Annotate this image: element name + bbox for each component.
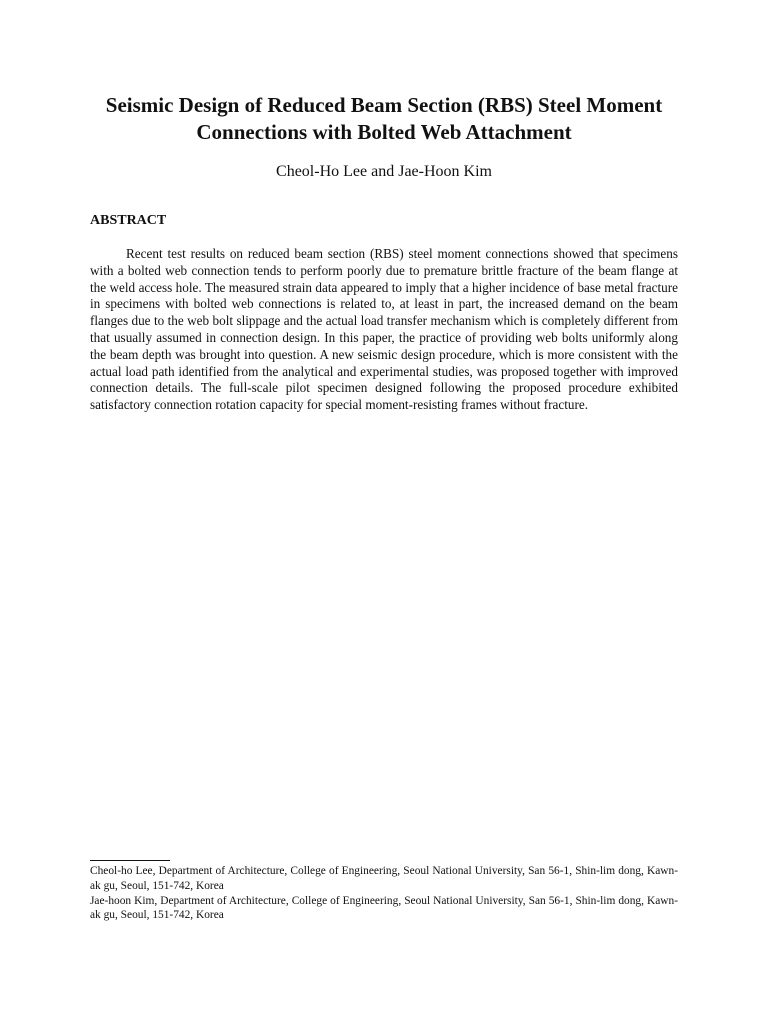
footnote-divider: [90, 860, 170, 861]
abstract-body: Recent test results on reduced beam section (RBS) steel moment connections showed that specimens with a bolted web connection tends to perform poorly due to premature brittle fracture of the beam flange at the weld access hole. The measured strain data appeared to imply that a higher incidence of base metal fracture in specimens with bolted web connections is related to, at least in part, the increased demand on the beam flanges due to the web bolt slippage and the actual load transfer mechanism which is completely different from that usually assumed in connection design. In this paper, the practice of providing web bolts uniformly along the beam depth was brought into question. A new seismic design procedure, which is more consistent with the actual load path identified from the analytical and experimental studies, was proposed together with improved connection details. The full-scale pilot specimen designed following the proposed procedure exhibited satisfactory connection rotation capacity for special moment-resisting frames without fracture.: [90, 246, 678, 413]
author-list: Cheol-Ho Lee and Jae-Hoon Kim: [276, 163, 492, 180]
paper-title-line-1: Seismic Design of Reduced Beam Section (RBS) Steel Moment: [105, 93, 663, 117]
paper-title: [80, 92, 688, 146]
abstract-heading: ABSTRACT: [90, 213, 167, 228]
paper-title-line-2: Connections with Bolted Web Attachment: [196, 120, 572, 144]
footnote-affiliation-2: Jae-hoon Kim, Department of Architecture, College of Engineering, Seoul National University, San 56-1, Shin-lim dong, Kawn-ak gu, Seoul, 151-742, Korea: [90, 894, 678, 922]
author-affiliation-footnotes: [90, 864, 678, 923]
footnote-affiliation-1: Cheol-ho Lee, Department of Architecture, College of Engineering, Seoul National University, San 56-1, Shin-lim dong, Kawn-ak gu, Seoul, 151-742, Korea: [90, 865, 678, 892]
